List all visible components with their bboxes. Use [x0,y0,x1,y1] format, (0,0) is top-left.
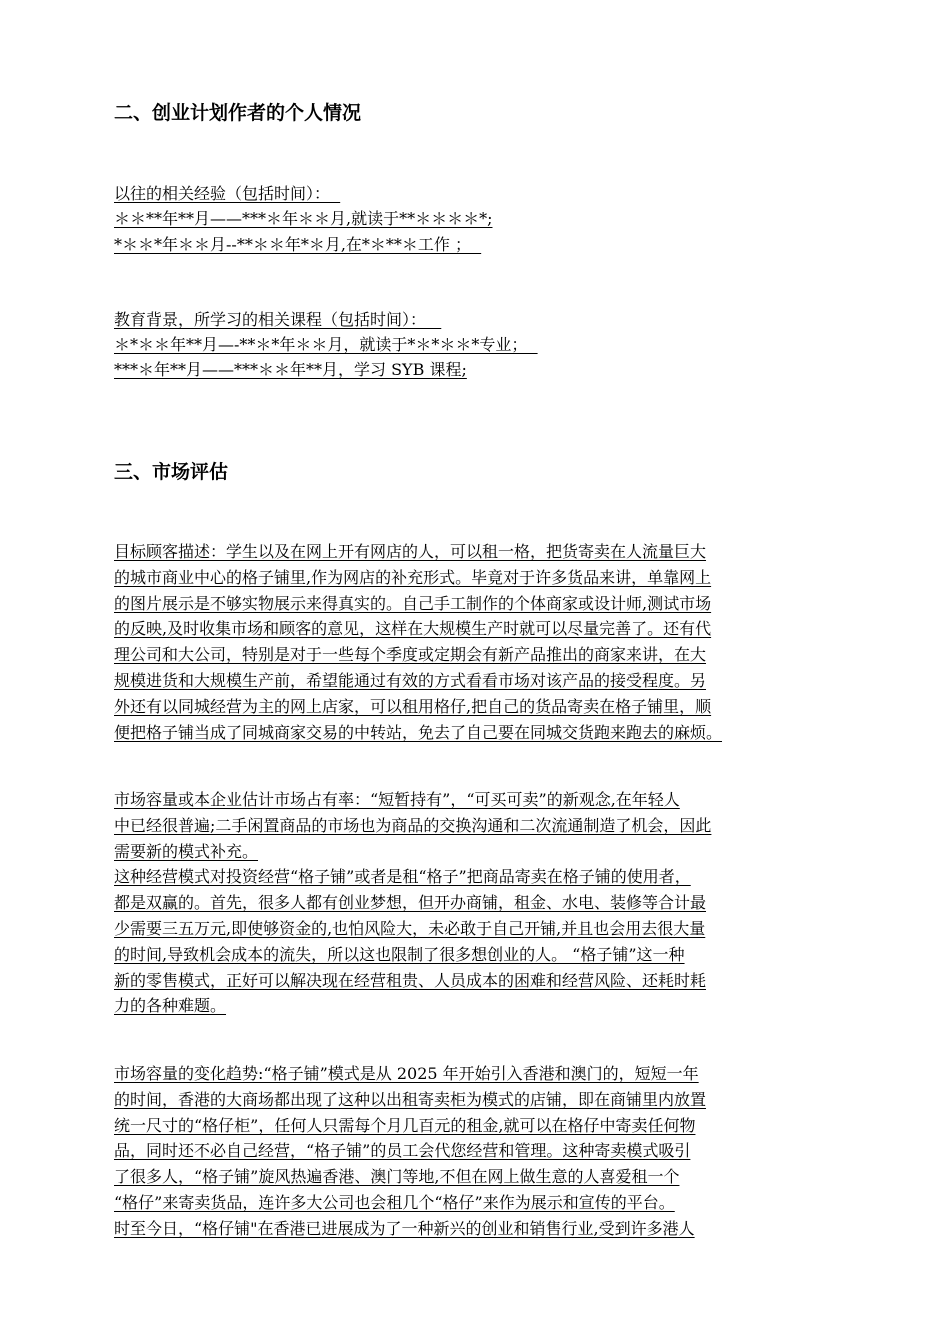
paragraph-line: 了很多人，“格子铺”旋风热遍香港、澳门等地,不但在网上做生意的人喜爱租一个 [114,1167,680,1187]
paragraph-line: 时至今日，“格仔铺"在香港已进展成为了一种新兴的创业和销售行业,受到许多港人 [114,1218,695,1238]
paragraph-line: 力的各种难题。 [114,996,227,1016]
paragraph-line: 的图片展示是不够实物展示来得真实的。自己手工制作的个体商家或设计师,测试市场 [114,593,712,613]
experience-line: 以往的相关经验（包括时间）： [114,184,341,203]
paragraph-line: 的时间,导致机会成本的流失，所以这也限制了很多想创业的人。 “格子铺”这一种 [114,944,685,964]
paragraph-line: 的城市商业中心的格子铺里,作为网店的补充形式。毕竟对于许多货品来讲，单靠网上 [114,567,712,587]
paragraph-line: 都是双赢的。首先，很多人都有创业梦想，但开办商铺，租金、水电、装修等合计最 [114,893,707,913]
paragraph-line: 规模进货和大规模生产前，希望能通过有效的方式看看市场对该产品的接受程度。另 [114,670,707,690]
education-line: 教育背景，所学习的相关课程（包括时间）： [114,310,442,329]
paragraph-line: 市场容量或本企业估计市场占有率：“短暂持有”，“可买可卖”的新观念,在年轻人 [114,790,680,809]
paragraph-line: 外还有以同城经营为主的网上店家，可以租用格仔,把自己的货品寄卖在格子铺里，顺 [114,696,712,716]
paragraph-line: 理公司和大公司，特别是对于一些每个季度或定期会有新产品推出的商家来讲，在大 [114,645,707,665]
paragraph-line: 便把格子铺当成了同城商家交易的中转站，免去了自己要在同城交货跑来跑去的麻烦。 [114,722,723,742]
education-line: ＊*＊＊年**月—-**＊*年＊＊月，就读于*＊*＊＊*专业； [114,335,538,354]
paragraph-line: 品，同时还不必自己经营，“格子铺”的员工会代您经营和管理。这种寄卖模式吸引 [114,1141,691,1161]
section-heading-author: 二、创业计划作者的个人情况 [114,102,362,124]
education-line: ***＊年**月——***＊＊年**月，学习 SYB 课程; [114,360,467,379]
paragraph-line: 少需要三五万元,即使够资金的,也怕风险大，未必敢于自己开铺,并且也会用去很大量 [114,918,706,938]
paragraph-line: 的时间，香港的大商场都出现了这种以出租寄卖柜为模式的店铺，即在商铺里内放置 [114,1089,707,1109]
paragraph-line: “格仔”来寄卖货品，连许多大公司也会租几个“格仔”来作为展示和宣传的平台。 [114,1192,675,1212]
paragraph-line: 统一尺寸的“格仔柜”，任何人只需每个月几百元的租金,就可以在格仔中寄卖任何物 [114,1115,696,1135]
paragraph-line: 新的零售模式，正好可以解决现在经营租贵、人员成本的困难和经营风险、还耗时耗 [114,970,707,990]
paragraph-line: 市场容量的变化趋势:“格子铺”模式是从 2025 年开始引入香港和澳门的，短短一年 [114,1064,699,1083]
market-share-paragraph [114,789,844,1021]
experience-line: *＊＊*年＊＊月--**＊＊年*＊月,在*＊**＊工作 ； [114,235,482,254]
paragraph-line: 的反映,及时收集市场和顾客的意见，这样在大规模生产时就可以尽量完善了。还有代 [114,619,712,639]
market-trend-paragraph [114,1063,844,1244]
target-customer-paragraph [114,541,844,747]
experience-line: ＊＊**年**月——***＊年＊＊月,就读于**＊＊＊＊*; [114,209,493,228]
section-heading-market: 三、市场评估 [114,461,229,483]
paragraph-line: 需要新的模式补充。 [114,841,259,861]
paragraph-line: 目标顾客描述：学生以及在网上开有网店的人，可以租一格，把货寄卖在人流量巨大 [114,542,707,561]
paragraph-line: 这种经营模式对投资经营“格子铺”或者是租“格子”把商品寄卖在格子铺的使用者， [114,867,691,887]
paragraph-line: 中已经很普遍;二手闲置商品的市场也为商品的交换沟通和二次流通制造了机会，因此 [114,815,712,835]
